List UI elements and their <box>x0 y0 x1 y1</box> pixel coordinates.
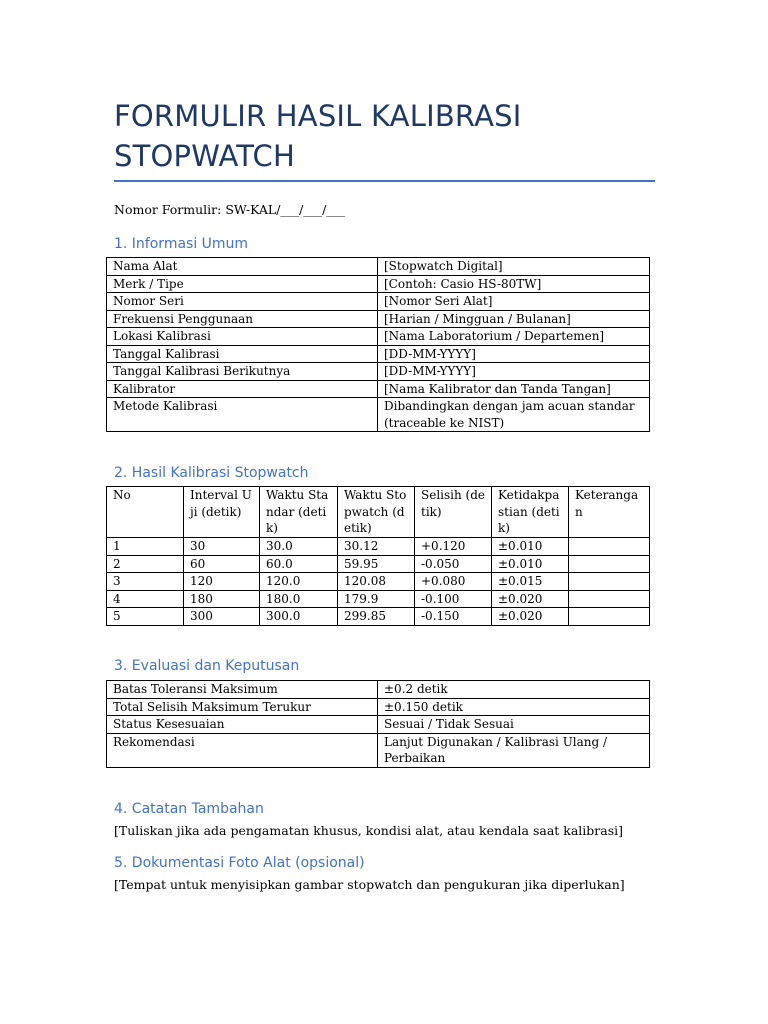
table-row <box>107 345 650 363</box>
column-header: Waktu Standar (detik) <box>260 487 338 538</box>
table-cell: 2 <box>107 555 184 573</box>
table-cell: ±0.020 <box>492 608 569 626</box>
photo-documentation-text: [Tempat untuk menyisipkan gambar stopwatch dan pengukuran jika diperlukan] <box>114 877 625 892</box>
field-value: [DD-MM-YYYY] <box>378 345 650 363</box>
additional-notes-text: [Tuliskan jika ada pengamatan khusus, kondisi alat, atau kendala saat kalibrasi] <box>114 823 624 838</box>
table-cell: 180.0 <box>260 590 338 608</box>
field-label: Tanggal Kalibrasi Berikutnya <box>107 363 378 381</box>
column-header: No <box>107 487 184 538</box>
table-cell: -0.050 <box>415 555 492 573</box>
table-row <box>107 608 650 626</box>
table-cell: 5 <box>107 608 184 626</box>
table-cell: 179.9 <box>338 590 415 608</box>
table-row <box>107 538 650 556</box>
table-cell: 300 <box>184 608 260 626</box>
table-cell: 30 <box>184 538 260 556</box>
field-label: Batas Toleransi Maksimum <box>107 681 378 699</box>
table-header-row <box>107 487 650 538</box>
table-cell: -0.100 <box>415 590 492 608</box>
document-title <box>114 96 654 176</box>
table-row <box>107 380 650 398</box>
table-cell: 299.85 <box>338 608 415 626</box>
table-cell: 3 <box>107 573 184 591</box>
field-value: [Contoh: Casio HS-80TW] <box>378 275 650 293</box>
table-cell: 120.0 <box>260 573 338 591</box>
field-value: [Harian / Mingguan / Bulanan] <box>378 310 650 328</box>
general-info-table <box>106 257 650 432</box>
calibration-results-table <box>106 486 650 626</box>
table-cell: +0.080 <box>415 573 492 591</box>
table-row <box>107 590 650 608</box>
table-row <box>107 716 650 734</box>
table-cell: ±0.010 <box>492 555 569 573</box>
form-number: Nomor Formulir: SW-KAL/___/___/___ <box>114 202 346 217</box>
field-label: Total Selisih Maksimum Terukur <box>107 698 378 716</box>
table-cell: 30.12 <box>338 538 415 556</box>
field-label: Status Kesesuaian <box>107 716 378 734</box>
table-row <box>107 310 650 328</box>
table-cell: 30.0 <box>260 538 338 556</box>
table-cell: ±0.010 <box>492 538 569 556</box>
field-label: Nomor Seri <box>107 293 378 311</box>
table-row <box>107 328 650 346</box>
column-header: Keterangan <box>569 487 650 538</box>
table-cell <box>569 573 650 591</box>
section-1-heading: 1. Informasi Umum <box>114 236 249 252</box>
field-label: Kalibrator <box>107 380 378 398</box>
table-cell <box>569 608 650 626</box>
table-cell: 120.08 <box>338 573 415 591</box>
table-row <box>107 698 650 716</box>
table-row <box>107 363 650 381</box>
table-row <box>107 293 650 311</box>
field-value: [Nomor Seri Alat] <box>378 293 650 311</box>
table-row <box>107 681 650 699</box>
field-value: Dibandingkan dengan jam acuan standar (traceable ke NIST) <box>378 398 650 432</box>
field-label: Merk / Tipe <box>107 275 378 293</box>
section-4-heading: 4. Catatan Tambahan <box>114 801 264 817</box>
column-header: Ketidakpastian (detik) <box>492 487 569 538</box>
field-label: Metode Kalibrasi <box>107 398 378 432</box>
title-line-2: STOPWATCH <box>114 139 295 173</box>
table-cell: 4 <box>107 590 184 608</box>
table-cell: 1 <box>107 538 184 556</box>
column-header: Waktu Stopwatch (detik) <box>338 487 415 538</box>
table-cell: 60 <box>184 555 260 573</box>
section-3-heading: 3. Evaluasi dan Keputusan <box>114 658 300 674</box>
table-row <box>107 555 650 573</box>
field-value: [Stopwatch Digital] <box>378 258 650 276</box>
table-row <box>107 258 650 276</box>
table-cell <box>569 555 650 573</box>
evaluation-table <box>106 680 650 768</box>
section-2-heading: 2. Hasil Kalibrasi Stopwatch <box>114 465 309 481</box>
table-row <box>107 398 650 432</box>
table-cell: 300.0 <box>260 608 338 626</box>
table-row <box>107 573 650 591</box>
table-cell <box>569 538 650 556</box>
field-value: [DD-MM-YYYY] <box>378 363 650 381</box>
title-line-1: FORMULIR HASIL KALIBRASI <box>114 99 522 133</box>
table-cell: ±0.020 <box>492 590 569 608</box>
table-row <box>107 275 650 293</box>
table-cell <box>569 590 650 608</box>
table-cell: 180 <box>184 590 260 608</box>
field-value: ±0.2 detik <box>378 681 650 699</box>
field-value: [Nama Laboratorium / Departemen] <box>378 328 650 346</box>
table-row <box>107 733 650 767</box>
field-label: Rekomendasi <box>107 733 378 767</box>
column-header: Selisih (detik) <box>415 487 492 538</box>
table-cell: -0.150 <box>415 608 492 626</box>
table-cell: 59.95 <box>338 555 415 573</box>
table-cell: 120 <box>184 573 260 591</box>
field-label: Frekuensi Penggunaan <box>107 310 378 328</box>
field-label: Lokasi Kalibrasi <box>107 328 378 346</box>
title-underline <box>114 180 655 182</box>
field-label: Nama Alat <box>107 258 378 276</box>
column-header: Interval Uji (detik) <box>184 487 260 538</box>
field-value: Lanjut Digunakan / Kalibrasi Ulang / Perbaikan <box>378 733 650 767</box>
field-label: Tanggal Kalibrasi <box>107 345 378 363</box>
table-cell: 60.0 <box>260 555 338 573</box>
table-cell: +0.120 <box>415 538 492 556</box>
field-value: ±0.150 detik <box>378 698 650 716</box>
section-5-heading: 5. Dokumentasi Foto Alat (opsional) <box>114 855 365 871</box>
field-value: [Nama Kalibrator dan Tanda Tangan] <box>378 380 650 398</box>
field-value: Sesuai / Tidak Sesuai <box>378 716 650 734</box>
table-cell: ±0.015 <box>492 573 569 591</box>
